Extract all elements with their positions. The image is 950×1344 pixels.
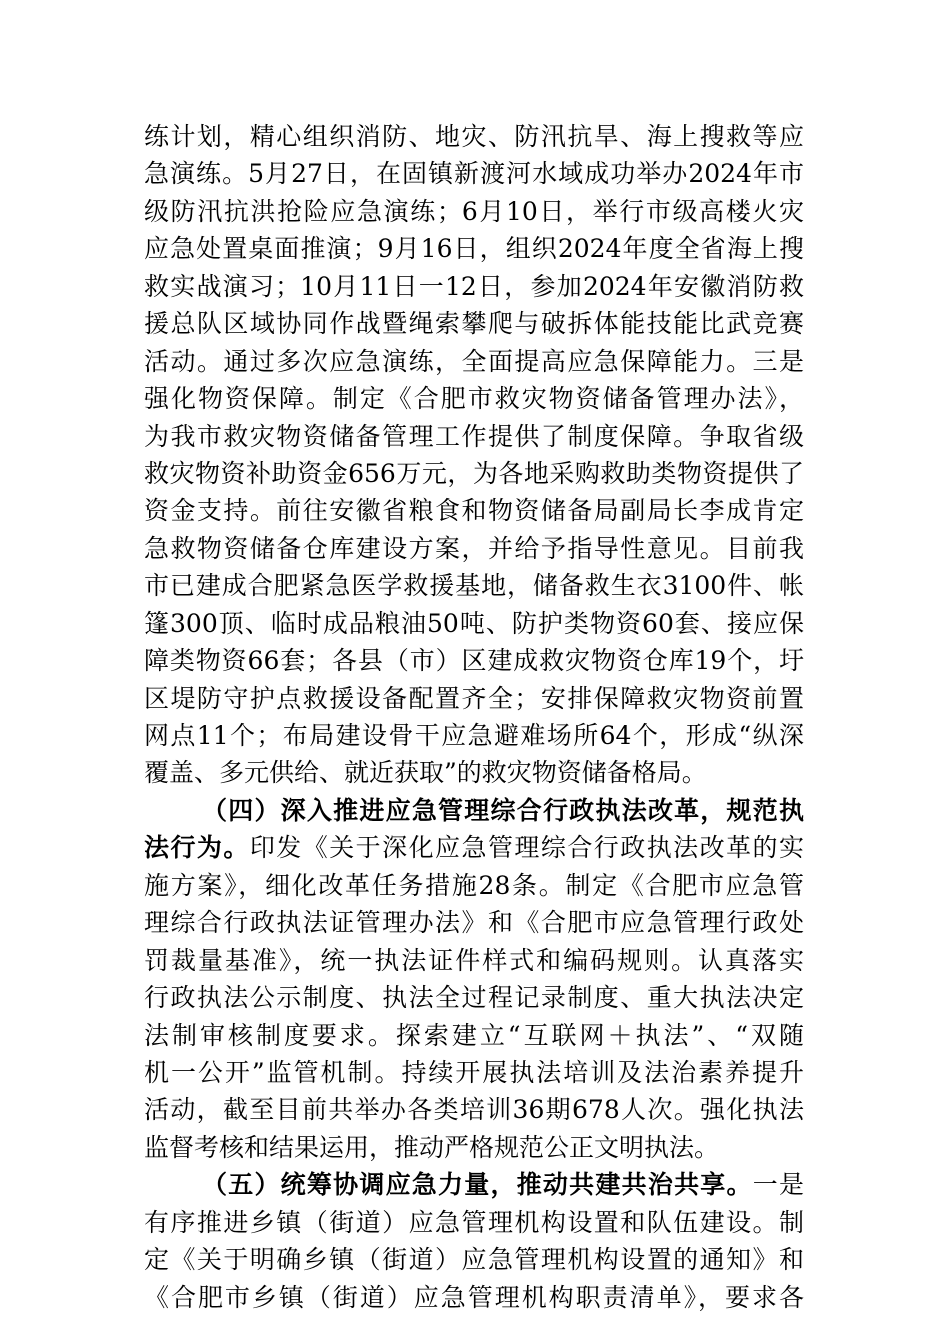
text-line: 救灾物资补助资金656万元，为各地采购救助类物资提供了	[144, 458, 804, 488]
text-line: 活动。通过多次应急演练，全面提高应急保障能力。三是	[144, 346, 804, 376]
text-line: 为我市救灾物资储备管理工作提供了制度保障。争取省级	[144, 421, 804, 451]
text-line: 《合肥市乡镇（街道）应急管理机构职责清单》，要求各	[144, 1282, 804, 1312]
paragraph-1	[144, 118, 804, 792]
text-line: 篷300顶、临时成品粮油50吨、防护类物资60套、接应保	[144, 608, 804, 638]
text-line: 援总队区域协同作战暨绳索攀爬与破拆体能技能比武竞赛	[144, 309, 804, 339]
text-line: 练计划，精心组织消防、地灾、防汛抗旱、海上搜救等应	[144, 122, 804, 151]
text-line: 监督考核和结果运用，推动严格规范公正文明执法。	[144, 1132, 720, 1162]
text-line: 理综合行政执法证管理办法》和《合肥市应急管理行政处	[144, 908, 804, 938]
section-heading-4: （四）深入推进应急管理综合行政执法改革，规范执	[202, 795, 804, 825]
text-line: 网点11个；布局建设骨干应急避难场所64个，形成“纵深	[144, 721, 804, 750]
text-line: 机一公开”监管机制。持续开展执法培训及法治素养提升	[144, 1057, 804, 1087]
text-span: 一是	[752, 1170, 804, 1200]
text-line	[144, 829, 804, 866]
text-line: 覆盖、多元供给、就近获取”的救灾物资储备格局。	[144, 758, 707, 788]
text-line: 罚裁量基准》，统一执法证件样式和编码规则。认真落实	[144, 945, 804, 975]
text-line: 障类物资66套；各县（市）区建成救灾物资仓库19个，圩	[144, 646, 804, 676]
text-line: 有序推进乡镇（街道）应急管理机构设置和队伍建设。制	[144, 1207, 804, 1237]
section-heading-5: （五）统筹协调应急力量，推动共建共治共享。	[202, 1170, 753, 1200]
text-line: 施方案》，细化改革任务措施28条。制定《合肥市应急管	[144, 870, 804, 900]
text-line	[144, 1166, 804, 1203]
text-line: 行政执法公示制度、执法全过程记录制度、重大执法决定	[144, 983, 804, 1013]
text-line: 急演练。5月27日，在固镇新渡河水域成功举办2024年市	[144, 159, 804, 189]
text-line: 强化物资保障。制定《合肥市救灾物资储备管理办法》，	[144, 384, 804, 414]
section-heading-4-end: 法行为。	[144, 833, 250, 863]
text-line: 市已建成合肥紧急医学救援基地，储备救生衣3100件、帐	[144, 571, 804, 601]
text-span: 印发《关于深化应急管理综合行政执法改革的实	[249, 833, 804, 863]
text-line: 资金支持。前往安徽省粮食和物资储备局副局长李成肯定	[144, 496, 804, 526]
text-line: 区堤防守护点救援设备配置齐全；安排保障救灾物资前置	[144, 683, 804, 713]
text-line: 救实战演习；10月11日一12日，参加2024年安徽消防救	[144, 271, 804, 301]
text-line: 定《关于明确乡镇（街道）应急管理机构设置的通知》和	[144, 1245, 804, 1275]
text-line: 急救物资储备仓库建设方案，并给予指导性意见。目前我	[144, 533, 804, 563]
text-line: 活动，截至目前共举办各类培训36期678人次。强化执法	[144, 1095, 804, 1125]
text-line: 应急处置桌面推演；9月16日，组织2024年度全省海上搜	[144, 234, 804, 264]
paragraph-3	[144, 1166, 804, 1316]
text-line: 级防汛抗洪抢险应急演练；6月10日，举行市级高楼火灾	[144, 196, 804, 226]
document-page	[144, 118, 804, 1316]
text-line: 法制审核制度要求。探索建立“互联网＋执法”、“双随	[144, 1020, 804, 1050]
paragraph-2	[144, 792, 804, 1166]
